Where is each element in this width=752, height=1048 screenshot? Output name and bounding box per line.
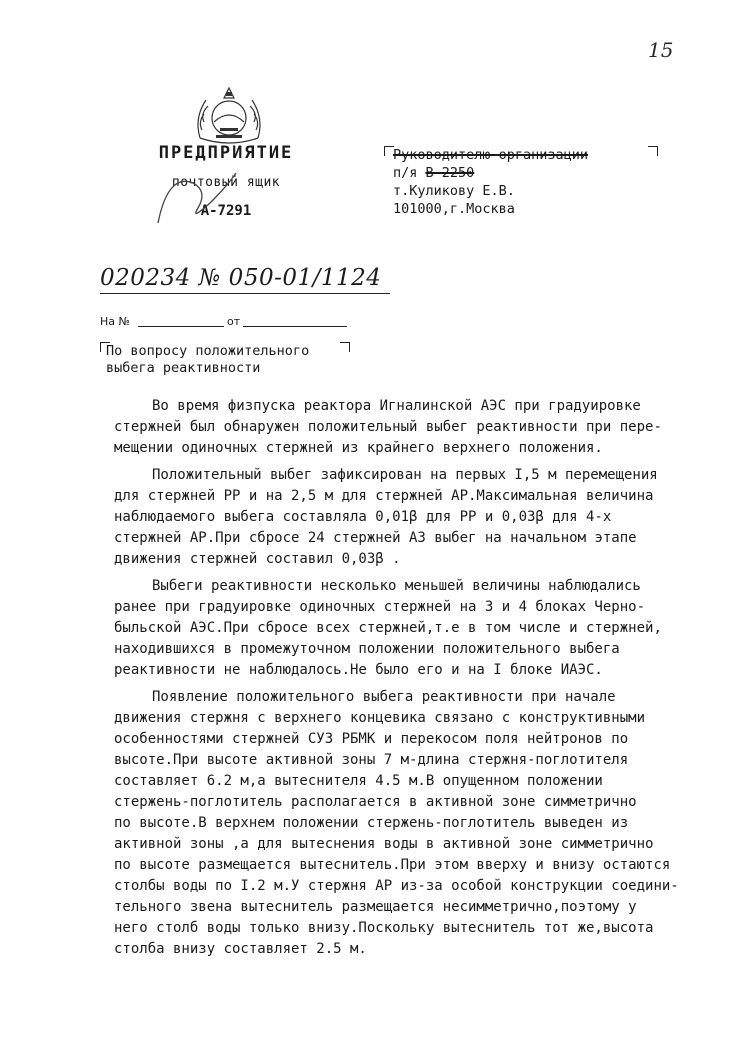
addressee-bracket-right xyxy=(648,146,658,156)
subject-block xyxy=(106,343,309,377)
addressee-line-2 xyxy=(393,164,588,182)
addressee-block xyxy=(393,146,588,218)
reference-from-label: от xyxy=(227,315,241,328)
reference-row xyxy=(100,314,350,330)
page-number: 15 xyxy=(648,38,674,62)
subject-line-1: По вопросу положительного xyxy=(106,343,310,359)
letter-body xyxy=(114,396,704,966)
addressee-box-number: В-2250 xyxy=(425,165,475,181)
organization-name: ПРЕДПРИЯТИЕ xyxy=(158,143,294,163)
registration-number-row xyxy=(100,265,390,294)
po-box-code: А-7291 xyxy=(200,203,252,219)
po-box-label: почтовый ящик xyxy=(171,175,281,190)
body-paragraph: Выбеги реактивности несколько меньшей величины наблюдались ранее при градуировке одиночных стержней на 3 и 4 блоках Черно- быльской АЭС.При сбросе всех стержней,т.е в том числе и стержней, находившихся в промежуточном положении положительного выбега реактивности не наблюдалось.Не было его и на I блоке ИАЭС. xyxy=(114,578,662,678)
body-paragraph: Во время физпуска реактора Игналинской АЭС при градуировке стержней был обнаружен положительный выбег реактивности при пере- мещении одиночных стержней из крайнего верхнего положения. xyxy=(114,398,662,456)
registration-number: 020234 № 050-01/1124 xyxy=(100,265,382,291)
addressee-line-1: Руководителю организации xyxy=(393,147,589,163)
handwritten-mark xyxy=(138,163,278,231)
subject-line-2: выбега реактивности xyxy=(106,360,261,376)
addressee-prefix: п/я xyxy=(393,165,426,181)
reference-no-line xyxy=(138,326,224,327)
reference-no-label: На № xyxy=(100,315,130,328)
reference-date-line xyxy=(243,326,347,327)
addressee-line-4: 101000,г.Москва xyxy=(393,201,515,217)
state-emblem-icon xyxy=(180,78,278,148)
body-paragraph: Появление положительного выбега реактивности при начале движения стержня с верхнего концевика связано с конструктивными особенностями стержней СУЗ РБМК и перекосом поля нейтронов по высоте.При высоте активной зоны 7 м-длина стержня-поглотителя составляет 6.2 м,а вытеснителя 4.5 м.В опущенном положении стержень-поглотитель располагается в активной зоне симметрично по высоте.В верхнем положении стержень-поглотитель выведен из активной зоны ,а для вытеснения воды в активной зоне симметрично по высоте размещается вытеснитель.При этом вверху и внизу остаются столбы воды по I.2 м.У стержня АР из-за особой конструкции соедини- тельного звена вытеснитель размещается несимметрично,поэтому у него столб воды только внизу.Поскольку вытеснитель тот же,высота столба внизу составляет 2.5 м. xyxy=(114,689,679,957)
addressee-line-3: т.Куликову Е.В. xyxy=(393,183,515,199)
body-paragraph: Положительный выбег зафиксирован на первых I,5 м перемещения для стержней РР и на 2,5 м для стержней АР.Максимальная величина наблюдаемого выбега составляла 0,01β для РР и 0,03β для 4-х стержней АР.При сбросе 24 стержней АЗ выбег на начальном этапе движения стержней составил 0,03β . xyxy=(114,467,658,567)
subject-bracket-right xyxy=(340,342,350,352)
